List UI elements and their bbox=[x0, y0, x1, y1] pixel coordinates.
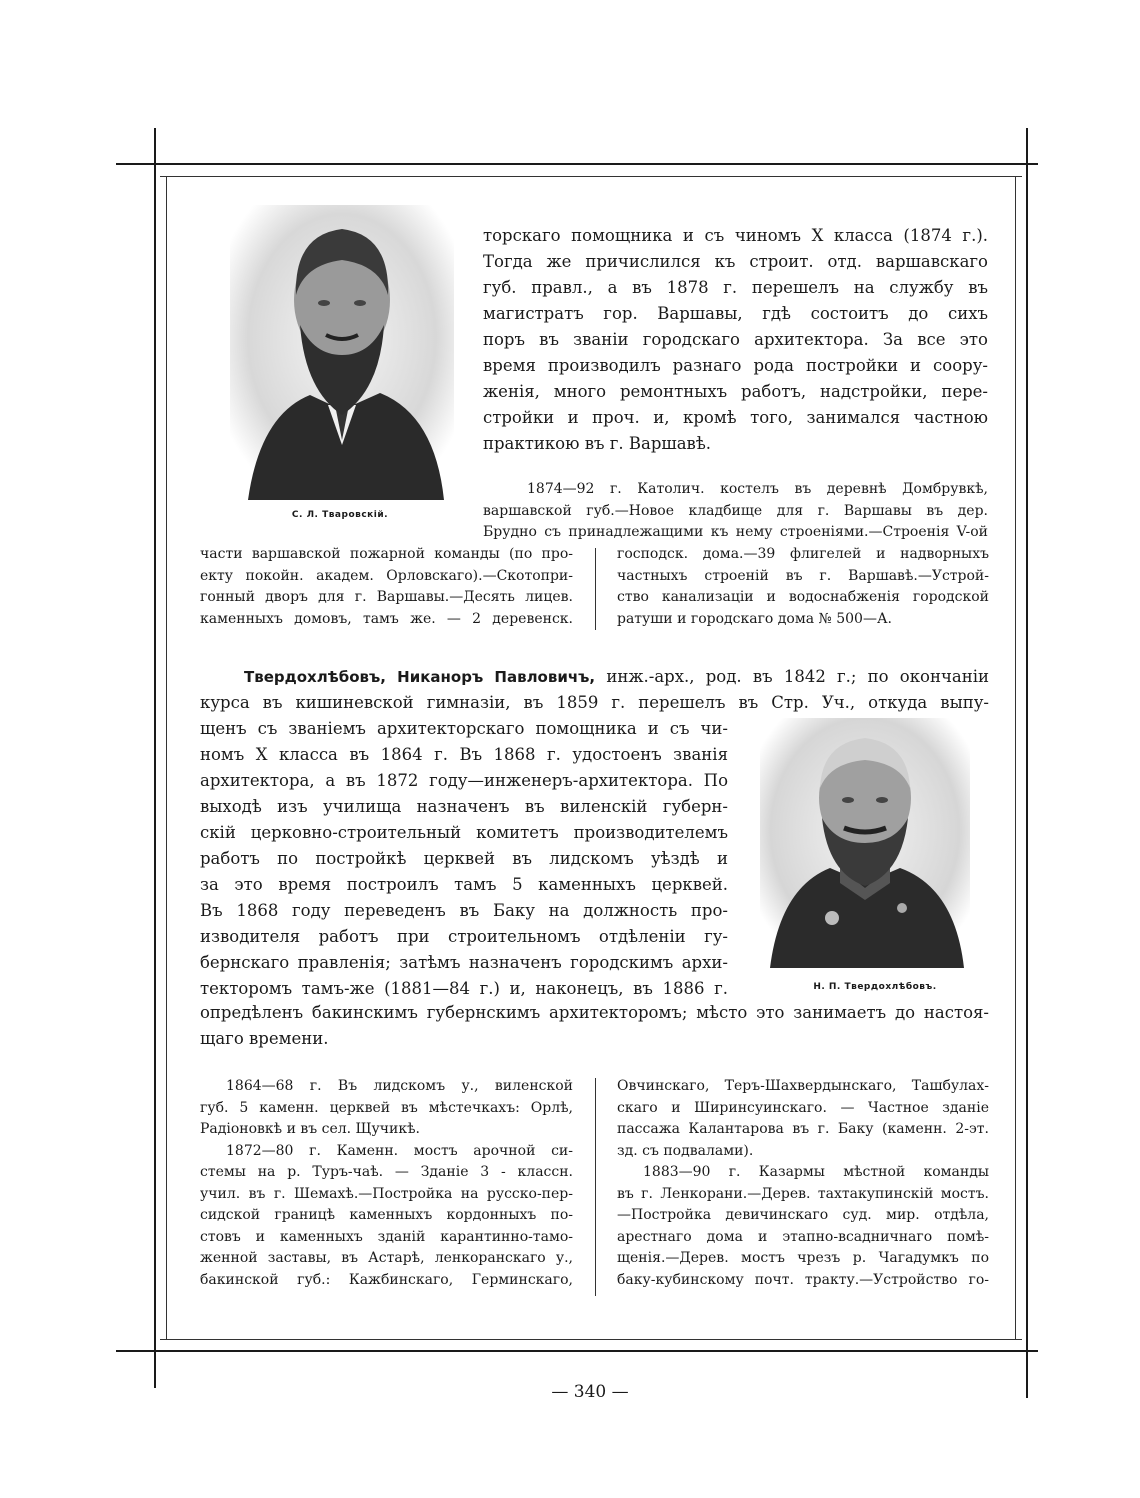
column-divider-2 bbox=[595, 1078, 596, 1296]
text-line: женія, много ремонтныхъ работъ, надстройки, пере- bbox=[483, 382, 988, 401]
text-line: Въ 1868 году переведенъ въ Баку на должность про- bbox=[200, 901, 728, 920]
left-inner-rule bbox=[166, 176, 167, 1340]
portrait-tverdokhlebov bbox=[760, 718, 970, 968]
text-line: губ. 5 каменн. церквей въ мѣстечкахъ: Орлѣ, bbox=[200, 1099, 573, 1116]
text-line: каменныхъ домовъ, тамъ же. — 2 деревенск. bbox=[200, 610, 573, 627]
right-rule bbox=[1026, 128, 1028, 1398]
text-line: —Постройка девичинскаго суд. мир. отдѣла, bbox=[617, 1207, 989, 1223]
text-line: Брудно съ принадлежащими къ нему строеніями.—Строенія V-ой bbox=[483, 524, 988, 540]
text-line: практикою въ г. Варшавѣ. bbox=[483, 434, 712, 453]
section1-works-intro bbox=[483, 479, 988, 544]
text-line: частныхъ строеній въ г. Варшавѣ.—Устрой- bbox=[617, 567, 989, 584]
text-line: выходѣ изъ училища назначенъ въ виленскій губерн- bbox=[200, 797, 728, 816]
text-line: магистратъ гор. Варшавы, гдѣ состоитъ до сихъ bbox=[483, 304, 988, 323]
text-line: бернскаго правленія; затѣмъ назначенъ городскимъ архи- bbox=[200, 953, 728, 972]
text-line: архитектора, а въ 1872 году—инженеръ-архитектора. По bbox=[200, 771, 728, 790]
text-line: ство канализаціи и водоснабженія городской bbox=[617, 589, 989, 605]
text-line: зд. съ подвалами). bbox=[617, 1142, 754, 1159]
section2-conclusion bbox=[200, 1000, 989, 1052]
section2-works-left bbox=[200, 1076, 573, 1291]
text-line: работъ по постройкѣ церквей въ лидскомъ уѣздѣ и bbox=[200, 849, 728, 868]
text-line: за это время построилъ тамъ 5 каменныхъ церквей. bbox=[200, 875, 728, 894]
text-line: женной заставы, въ Астарѣ, ленкоранскаго у., bbox=[200, 1250, 573, 1266]
text-line: опредѣленъ бакинскимъ губернскимъ архитекторомъ; мѣсто это занимаетъ до настоя- bbox=[200, 1003, 989, 1022]
text-line: изводителя работъ при строительномъ отдѣленіи гу- bbox=[200, 927, 728, 946]
section1-works-right bbox=[617, 544, 989, 630]
text-line: господск. дома.—39 флигелей и надворныхъ bbox=[617, 546, 989, 562]
bottom-inner-rule bbox=[160, 1339, 1022, 1340]
text-line: 1864—68 г. Въ лидскомъ у., виленской bbox=[226, 1078, 573, 1094]
text-line: Овчинскаго, Теръ-Шахвердынскаго, Ташбулах- bbox=[617, 1078, 989, 1094]
text-line: 1872—80 г. Каменн. мостъ арочной си- bbox=[226, 1142, 573, 1159]
section2-works-right bbox=[617, 1076, 989, 1291]
text-line: арестнаго дома и этапно-всадничнаго помѣ- bbox=[617, 1228, 989, 1245]
text-line: баку-кубинскому почт. тракту.—Устройство го- bbox=[617, 1271, 989, 1288]
text-line: стемы на р. Туръ-чаѣ. — Зданіе 3 - классн. bbox=[200, 1164, 573, 1180]
text-line: щенія.—Дерев. мостъ чрезъ р. Чагадумкъ по bbox=[617, 1250, 989, 1266]
text-line: ратуши и городскаго дома № 500—А. bbox=[617, 610, 893, 627]
section2-intro bbox=[200, 664, 989, 716]
text-line: курса въ кишиневской гимназіи, въ 1859 г. перешелъ въ Стр. Уч., откуда выпу- bbox=[200, 693, 989, 712]
text-line: 1874—92 г. Католич. костелъ въ деревнѣ Домбрувкѣ, bbox=[527, 481, 988, 497]
top-inner-rule bbox=[160, 176, 1022, 177]
text-line: Радіоновкѣ и въ сел. Щучикѣ. bbox=[200, 1121, 420, 1137]
column-divider-1 bbox=[595, 548, 596, 630]
text-line: бакинской губ.: Кажбинскаго, Герминскаго, bbox=[200, 1271, 573, 1288]
text-line: время производилъ разнаго рода постройки и соору- bbox=[483, 356, 988, 375]
text-line: стовъ и каменныхъ зданій карантинно-тамо- bbox=[200, 1228, 573, 1245]
text-line: щаго времени. bbox=[200, 1029, 329, 1048]
text-line: текторомъ тамъ-же (1881—84 г.) и, наконецъ, въ 1886 г. bbox=[200, 979, 728, 998]
text-line: поръ въ званіи городскаго архитектора. За все это bbox=[483, 330, 988, 349]
text-line bbox=[200, 664, 989, 690]
text-line: торскаго помощника и съ чиномъ X класса (1874 г.). bbox=[483, 226, 988, 245]
text-line: скаго и Ширинсуинскаго. — Частное зданіе bbox=[617, 1099, 989, 1116]
text-line: номъ X класса въ 1864 г. Въ 1868 г. удостоенъ званія bbox=[200, 745, 728, 764]
person-name: Твердохлѣбовъ, Никаноръ Павловичъ, bbox=[244, 668, 596, 686]
text-line: пассажа Калантарова въ г. Баку (каменн. 2-эт. bbox=[617, 1121, 989, 1137]
section2-narrow-text bbox=[200, 716, 728, 1002]
portrait-caption-bottom: Н. П. Твердохлѣбовъ. bbox=[813, 982, 937, 992]
text-line: учил. въ г. Шемахѣ.—Постройка на русско-пер- bbox=[200, 1185, 573, 1202]
text-line: Тогда же причислился къ строит. отд. варшавскаго bbox=[483, 252, 988, 271]
text-line: екту покойн. академ. Орловскаго).—Скотопри- bbox=[200, 567, 573, 584]
text-line: сидской границѣ каменныхъ кордонныхъ по- bbox=[200, 1207, 573, 1223]
text-line: 1883—90 г. Казармы мѣстной команды bbox=[643, 1164, 989, 1180]
top-rule bbox=[116, 163, 1038, 165]
section1-main-text bbox=[483, 223, 988, 457]
bottom-rule bbox=[116, 1350, 1038, 1352]
text-line: гонный дворъ для г. Варшавы.—Десять лицев. bbox=[200, 589, 573, 605]
portrait-tvarovsky bbox=[230, 205, 454, 500]
text-line: варшавской губ.—Новое кладбище для г. Варшавы въ дер. bbox=[483, 502, 988, 519]
right-inner-rule bbox=[1015, 176, 1016, 1340]
text-line: скій церковно-строительный комитетъ производителемъ bbox=[200, 823, 728, 842]
text-line: губ. правл., а въ 1878 г. перешелъ на службу въ bbox=[483, 278, 988, 297]
section1-works-left bbox=[200, 544, 573, 630]
text-line: щенъ съ званіемъ архитекторскаго помощника и съ чи- bbox=[200, 719, 728, 738]
text-line: части варшавской пожарной команды (по про- bbox=[200, 546, 573, 562]
page-number: — 340 — bbox=[551, 1382, 629, 1402]
text-line: въ г. Ленкорани.—Дерев. тахтакупинскій мостъ. bbox=[617, 1185, 989, 1202]
left-rule bbox=[154, 128, 156, 1388]
portrait-caption-top: С. Л. Тваровскій. bbox=[291, 510, 389, 520]
text-line: стройки и проч. и, кромѣ того, занимался частною bbox=[483, 408, 988, 427]
text-fragment: инж.-арх., род. въ 1842 г.; по окончаніи bbox=[606, 667, 989, 686]
